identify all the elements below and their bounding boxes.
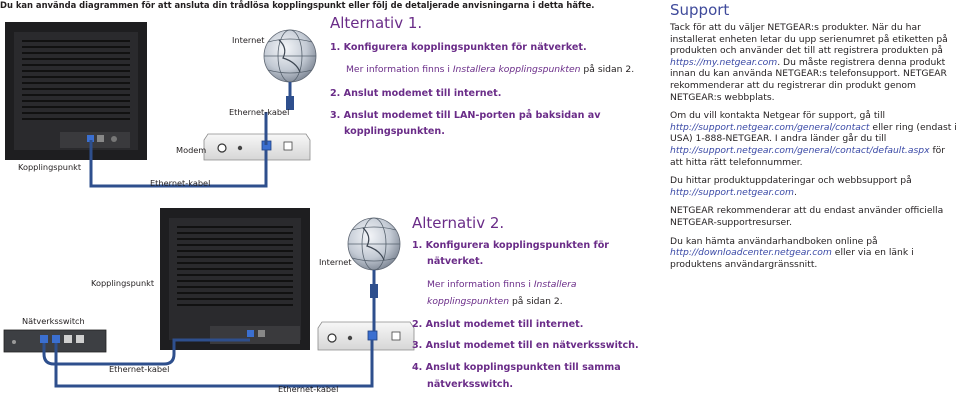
alt2-step-4-cont: nätverksswitch. bbox=[427, 379, 514, 390]
alt1-step-1: 1. Konfigurera kopplingspunkten för nätverket. bbox=[330, 42, 587, 53]
label-internet-2: Internet bbox=[319, 257, 352, 267]
label-access-point-1: Kopplingspunkt bbox=[18, 162, 82, 172]
alt1-title: Alternativ 1. bbox=[330, 14, 423, 32]
label-ethernet-cable-2a: Ethernet-kabel bbox=[109, 364, 170, 374]
support-p3-text: Du hittar produktuppdateringar och webbsupport på bbox=[670, 175, 912, 187]
support-p2-text: Om du vill kontakta Netgear för support, gå till bbox=[670, 110, 886, 122]
support-p2-text-3: för att hitta rätt telefonnummer. bbox=[670, 144, 946, 168]
alt2-step-1-cont: nätverket. bbox=[427, 256, 484, 267]
modem-1-icon bbox=[204, 134, 310, 160]
intro-text: Du kan använda diagrammen för att ansluta din trådlösa kopplingspunkt eller följ de detaljerade anvisningarna i detta häfte. bbox=[0, 0, 595, 10]
alt2-info-suffix: på sidan 2. bbox=[509, 296, 563, 307]
alt1-step-2: 2. Anslut modemet till internet. bbox=[330, 88, 502, 99]
access-point-2-icon bbox=[160, 208, 310, 350]
internet-globe-2-icon bbox=[348, 218, 400, 270]
label-internet-1: Internet bbox=[232, 35, 265, 45]
alt2-step-4: 4. Anslut kopplingspunkten till samma bbox=[412, 362, 621, 373]
label-ethernet-cable-2b: Ethernet-kabel bbox=[278, 384, 339, 394]
label-network-switch: Nätverksswitch bbox=[22, 316, 85, 326]
alt2-install-link[interactable]: Installera bbox=[533, 279, 577, 290]
alt1-step-3-cont: kopplingspunkten. bbox=[344, 126, 445, 137]
support-paragraph-2 bbox=[670, 110, 958, 168]
support-paragraph-3 bbox=[670, 175, 958, 198]
alt2-step-1-info bbox=[427, 277, 577, 293]
alt2-step-1-info-cont bbox=[427, 294, 563, 310]
support-p1-text: Tack för att du väljer NETGEAR:s produkter. När du har installerat enheten letar du upp serienumret på etiketten på produkten och använder det till att registrera produkten på bbox=[670, 22, 948, 57]
support-site-link[interactable]: http://support.netgear.com bbox=[670, 186, 795, 198]
support-p3-text-2: . bbox=[794, 186, 797, 198]
support-p5-text: Du kan hämta användarhandboken online på bbox=[670, 235, 878, 247]
alt1-install-link[interactable]: Installera kopplingspunkten bbox=[452, 64, 581, 75]
contact-link[interactable]: http://support.netgear.com/general/contact bbox=[670, 121, 870, 133]
alt1-info-prefix: Mer information finns i bbox=[346, 64, 453, 75]
label-access-point-2: Kopplingspunkt bbox=[91, 278, 155, 288]
support-text bbox=[670, 22, 958, 270]
support-p5-text-2: eller via en länk i produktens användargränssnitt. bbox=[670, 247, 914, 270]
label-modem-1: Modem bbox=[176, 145, 207, 155]
register-link[interactable]: https://my.netgear.com bbox=[670, 56, 778, 68]
alt2-install-link-cont[interactable]: kopplingspunkten bbox=[427, 296, 510, 307]
support-p1-text-2: . Du måste registrera denna produkt innan du kan använda NETGEAR:s telefonsupport. NETGEAR rekommenderar att du registrerar din produkt genom NETGEAR:s webbplats. bbox=[670, 56, 947, 103]
label-ethernet-cable-1b: Ethernet-kabel bbox=[150, 178, 211, 188]
support-title: Support bbox=[670, 1, 730, 19]
label-ethernet-cable-1a: Ethernet-kabel bbox=[229, 107, 290, 117]
alt2-step-2: 2. Anslut modemet till internet. bbox=[412, 319, 584, 330]
alt2-info-prefix: Mer information finns i bbox=[427, 279, 534, 290]
access-point-1-icon bbox=[5, 22, 147, 160]
alt1-step-3: 3. Anslut modemet till LAN-porten på baksidan av bbox=[330, 110, 601, 121]
support-p2-text-2: eller ring (endast i USA) 1-888-NETGEAR. I andra länder går du till bbox=[670, 121, 957, 145]
support-paragraph-4: NETGEAR rekommenderar att du endast använder officiella NETGEAR-supportresurser. bbox=[670, 205, 944, 228]
internet-globe-1-icon bbox=[264, 30, 316, 82]
support-paragraph-1 bbox=[670, 22, 958, 103]
alt2-step-1: 1. Konfigurera kopplingspunkten för bbox=[412, 240, 610, 251]
download-center-link[interactable]: http://downloadcenter.netgear.com bbox=[670, 247, 832, 259]
support-paragraph-5 bbox=[670, 236, 958, 271]
modem-2-icon bbox=[318, 322, 414, 350]
alt1-step-1-info bbox=[346, 62, 634, 78]
contact-default-link[interactable]: http://support.netgear.com/general/contact/default.aspx bbox=[670, 144, 930, 156]
cable-plug-icon bbox=[370, 284, 378, 298]
alt1-info-suffix: på sidan 2. bbox=[580, 64, 635, 75]
alt2-step-3: 3. Anslut modemet till en nätverksswitch. bbox=[412, 340, 639, 351]
alt2-title: Alternativ 2. bbox=[412, 214, 505, 232]
